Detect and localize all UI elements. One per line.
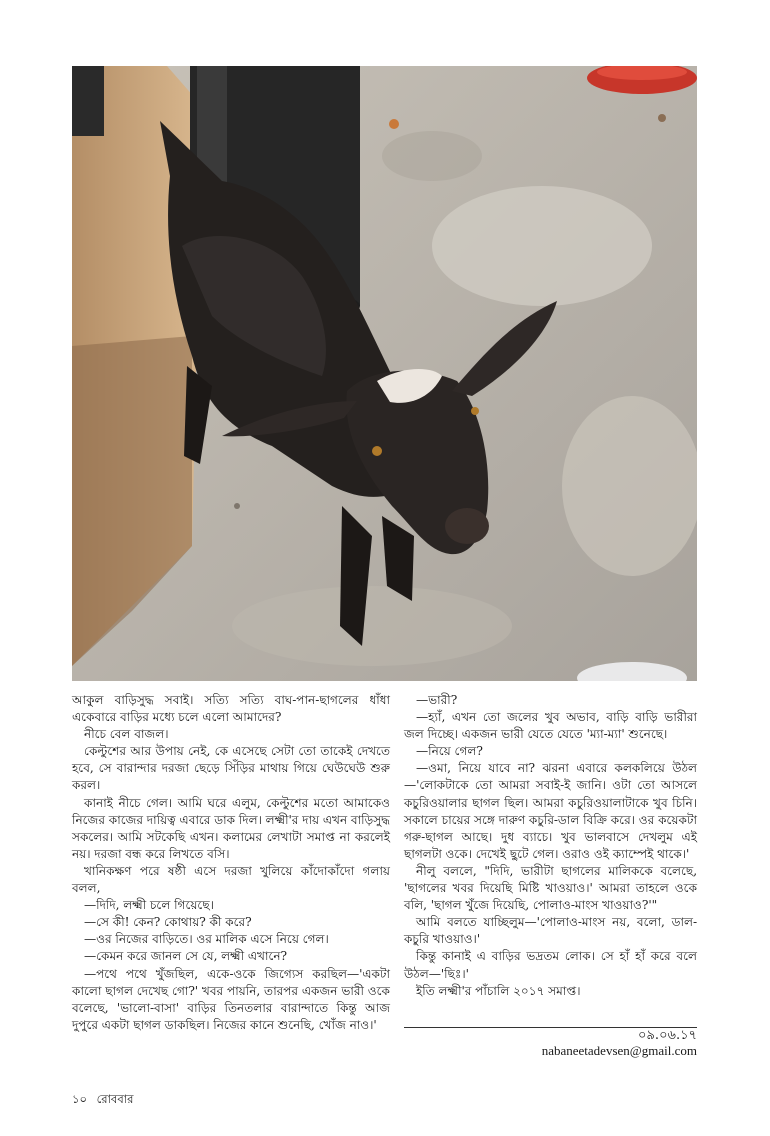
dialogue-line: —ভারী?: [416, 693, 458, 707]
dialogue-line: —কেমন করে জানল সে যে, লক্ষ্মী এখানে?: [84, 949, 287, 964]
goat-illustration: [72, 66, 697, 681]
article-left-column: [72, 692, 390, 1034]
author-email: nabaneetadevsen@gmail.com: [541, 1043, 697, 1058]
paragraph: নীলু বললে, "দিদি, ভারীটা ছাগলের মালিককে বলেছে, 'ছাগলের খবর দিয়েছি মিষ্টি খাওয়াও।' আমরা তাহলে ওকে বলি, 'ছাগল খুঁজে দিয়েছি, পোলাও-মাংস খাওয়াও?'": [404, 863, 697, 913]
article-right-column: [404, 692, 697, 1000]
closing-line: ইতি লক্ষ্মী'র পাঁচালি ২০১৭ সমাপ্ত।: [416, 983, 581, 998]
dialogue-line: —পথে পথে খুঁজছিল, একে-ওকে জিগ্যেস করছিল—'একটা কালো ছাগল দেখেছ গো?' খবর পায়নি, তারপর একজন ভারী ওকে বলেছে, 'ভালো-বাসা' বাড়ির তিনতলার বারান্দাতে কিন্তু আজ দুপুরে একটা ছাগল ডাকছিল। নিজের কানে শুনেছি, খোঁজ নাও।': [72, 966, 390, 1032]
page-number: ১০: [72, 1092, 87, 1106]
article-date: ০৯.০৬.১৭: [638, 1028, 697, 1043]
paragraph: কানাই নীচে গেল। আমি ঘরে এলুম, কেল্টুশের মতো আমাকেও নিজের কাজের দায়িত্ব এবারে ডাক দিল। লক্ষ্মী'র দায় এখন বাড়িসুদ্ধ সকলের। আমি সটকেছি এখন। কলামের লেখাটা সমাপ্ত না করলেই নয়। দরজা বন্ধ করে লিখতে বসি।: [72, 795, 390, 861]
paragraph: খানিকক্ষণ পরে ষষ্ঠী এসে দরজা খুলিয়ে কাঁদোকাঁদো গলায় বলল,: [72, 863, 390, 896]
paragraph: আমি বলতে যাচ্ছিলুম—'পোলাও-মাংস নয়, বলো, ডাল-কচুরি খাওয়াও।': [404, 915, 697, 947]
paragraph: আকুল বাড়িসুদ্ধ সবাই। সত্যি সত্যি বাঘ-পান-ছাগলের ধাঁধা একেবারে বাড়ির মধ্যে চলে এলো আমাদের?: [72, 693, 390, 725]
dialogue-line: —ওমা, নিয়ে যাবে না? ঝরনা এবারে কলকলিয়ে উঠল—'লোকটাকে তো আমরা সবাই-ই জানি। ওটা তো আসলে কচুরিওয়ালার ছাগল ছিল। আমরা কচুরিওয়ালাটাকে খুব চিনি। সকালে চায়ের সঙ্গে দারুণ কচুরি-ডাল বিক্রি করে। ওর কয়েকটা গরু-ছাগল আছে। দুধ ব্যাচে। খুব ভালবাসে দেখলুম এই ছাগলটা ওকে। দেখেই ছুটে গেল। ওরাও ওই ক্যাম্পেই থাকে।': [404, 761, 697, 861]
dialogue-line: —হ্যাঁ, এখন তো জলের খুব অভাব, বাড়ি বাড়ি ভারীরা জল দিচ্ছে। একজন ভারী যেতে যেতে 'ম্যা-ম্যা' শুনেছে।: [404, 710, 697, 742]
dialogue-line: —সে কী! কেন? কোথায়? কী করে?: [84, 915, 252, 930]
paragraph: কিন্তু কানাই এ বাড়ির ভদ্রতম লোক। সে হাঁ হাঁ করে বলে উঠল—'ছিঃ।': [404, 949, 697, 981]
page-footer: [72, 1092, 133, 1107]
paragraph: কেল্টুশের আর উপায় নেই, কে এসেছে সেটা তো তাকেই দেখতে হবে, সে বারান্দার দরজা ছেড়ে সিঁড়ির মাথায় গিয়ে ঘেউঘেউ শুরু করল।: [72, 744, 390, 793]
dialogue-line: —দিদি, লক্ষ্মী চলে গিয়েছে।: [84, 898, 214, 913]
paragraph: নীচে বেল বাজল।: [84, 727, 169, 742]
magazine-name: রোববার: [96, 1092, 134, 1106]
dialogue-line: —নিয়ে গেল?: [416, 744, 483, 759]
dialogue-line: —ওর নিজের বাড়িতে। ওর মালিক এসে নিয়ে গেল।: [84, 932, 329, 947]
goat-photo: [72, 66, 697, 681]
